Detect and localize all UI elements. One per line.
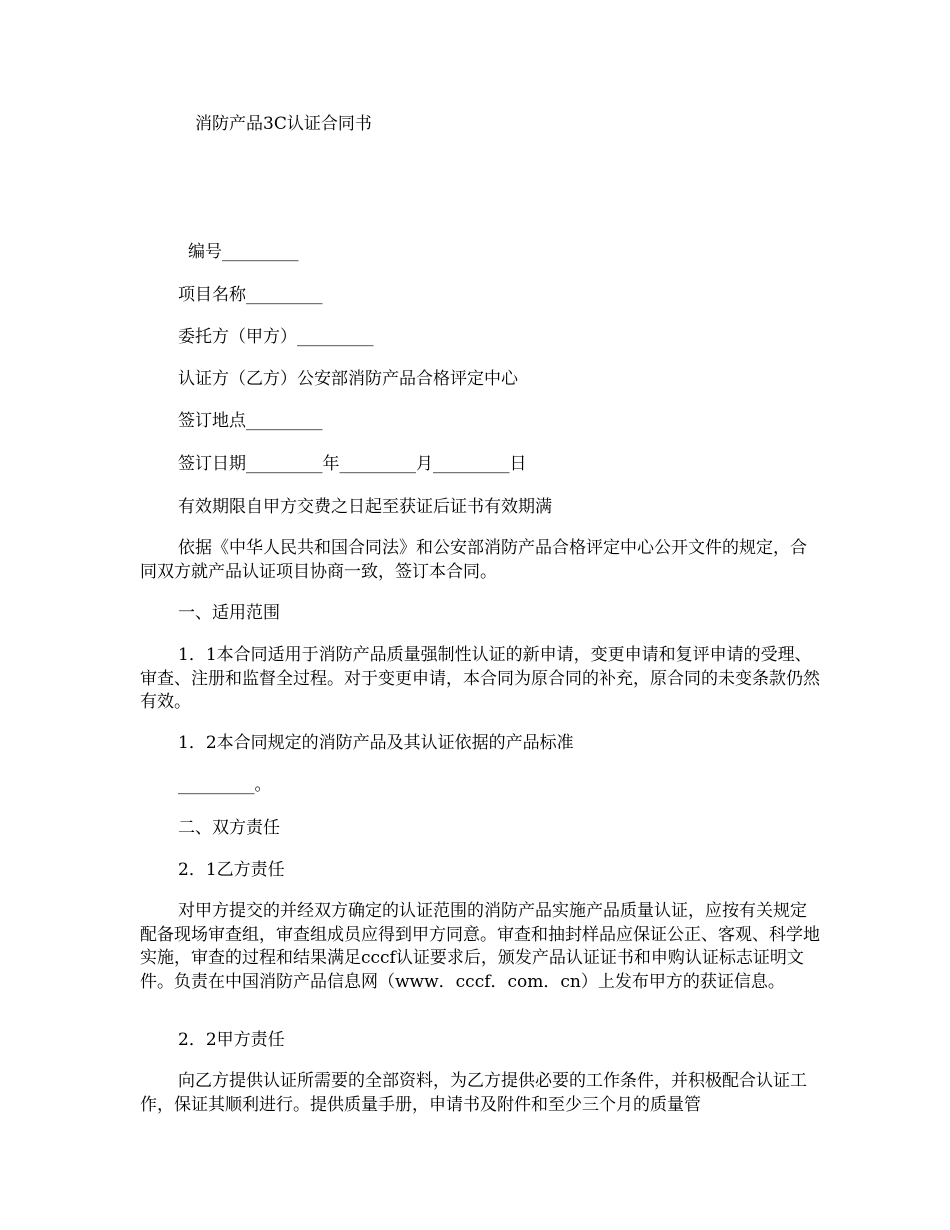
section-2-heading: 二、双方责任: [178, 818, 280, 838]
subsection-2-2-heading: 2．2甲方责任: [178, 1030, 285, 1050]
clause-1-2-blank: _________。: [178, 775, 272, 795]
field-number: 编号_________: [188, 242, 299, 262]
document-title: 消防产品3C认证合同书: [195, 114, 372, 134]
preamble-paragraph: 依据《中华人民共和国合同法》和公安部消防产品合格评定中心公开文件的规定，合同双方就产品认证项目协商一致，签订本合同。: [140, 538, 807, 582]
subsection-2-1-heading: 2．1乙方责任: [178, 860, 285, 880]
field-sign-place: 签订地点_________: [178, 411, 323, 431]
field-project-name: 项目名称_________: [178, 285, 323, 305]
paragraph-2-1: 对甲方提交的并经双方确定的认证范围的消防产品实施产品质量认证，应按有关规定配备现场审查组，审查组成员应得到甲方同意。审查和抽封样品应保证公正、客观、科学地实施，审查的过程和结果满足cccf认证要求后，颁发产品认证证书和申购认证标志证明文件。负责在中国消防产品信息网（www．cccf．com．cn）上发布甲方的获证信息。: [140, 901, 820, 992]
clause-1-2: 1．2本合同规定的消防产品及其认证依据的产品标准: [178, 733, 574, 753]
field-validity: 有效期限自甲方交费之日起至获证后证书有效期满: [178, 497, 552, 517]
paragraph-2-2: 向乙方提供认证所需要的全部资料，为乙方提供必要的工作条件，并积极配合认证工作，保证其顺利进行。提供质量手册，申请书及附件和至少三个月的质量管: [140, 1071, 807, 1115]
field-certifier: 认证方（乙方）公安部消防产品合格评定中心: [178, 369, 518, 389]
field-sign-date: 签订日期_________年_________月_________日: [178, 454, 527, 474]
field-client: 委托方（甲方）_________: [178, 327, 374, 347]
section-1-heading: 一、适用范围: [178, 603, 280, 623]
clause-1-1: 1．1本合同适用于消防产品质量强制性认证的新申请，变更申请和复评申请的受理、审查、注册和监督全过程。对于变更申请，本合同为原合同的补充，原合同的未变条款仍然有效。: [140, 645, 820, 712]
